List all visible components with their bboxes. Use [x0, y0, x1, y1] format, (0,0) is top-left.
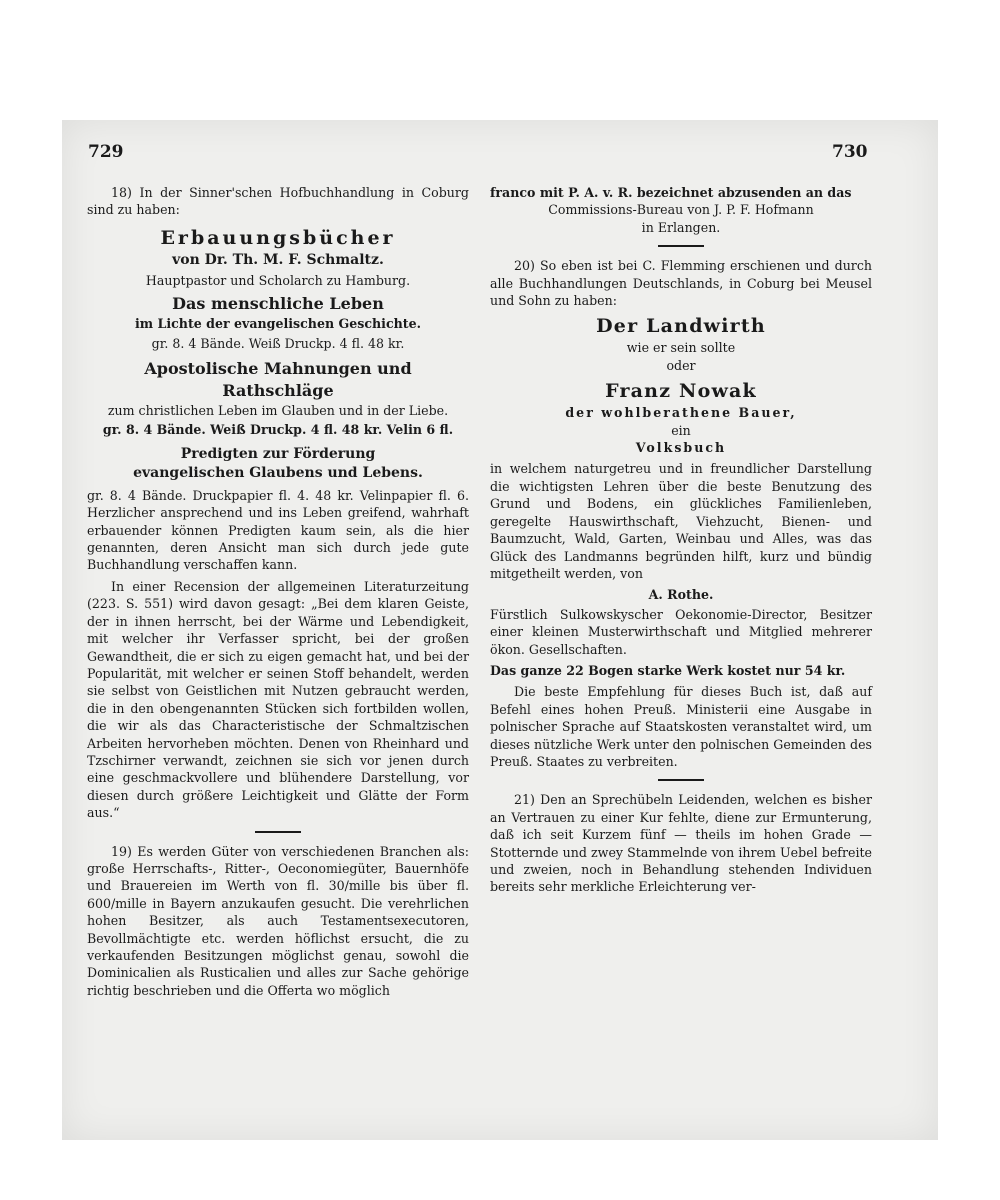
right-column [490, 184, 872, 896]
ad19-body: 19) Es werden Güter von verschiedenen Branchen als: große Herrschafts-, Ritter-, Oeconomiegüter, Bauernhöfe und Brauereien im Werth von fl. 30/mille bis über fl. 600/mille in Bayern anzukaufen gesucht. Die verehrlichen hohen Besitzer, als auch Testamentsexecutoren, Bevollmächtigte etc. werden höflichst ersucht, die zu verkaufenden Besitzungen möglichst genau, sowohl die Dominicalien als Rusticalien und alles zur Sache gehörige richtig beschrieben und die Offerta wo möglich [87, 843, 469, 998]
ad20-title-name: Franz Nowak [605, 380, 757, 403]
ad19-city: in Erlangen. [641, 219, 721, 235]
book2-price: gr. 8. 4 Bände. Weiß Druckp. 4 fl. 48 kr. Velin 6 fl. [102, 422, 454, 438]
ad20-price: Das ganze 22 Bogen starke Werk kostet nur 54 kr. [490, 662, 846, 678]
book2-title: Apostolische Mahnungen und Rathschläge [144, 359, 412, 401]
book3-title: Predigten zur Förderung [180, 445, 376, 462]
ad18-author-role: Hauptpastor und Scholarch zu Hamburg. [145, 272, 411, 288]
ad19-bureau: Commissions-Bureau von J. P. F. Hofmann [548, 202, 814, 218]
book2-subtitle: zum christlichen Leben im Glauben und in der Liebe. [107, 403, 449, 419]
ad20-recommendation: Die beste Empfehlung für dieses Buch ist, daß auf Befehl eines hohen Preuß. Ministerii eine Ausgabe in polnischer Sprache auf Staatskosten veranstaltet wird, um dieses nützliche Werk unter den polnischen Gemeinden des Preuß. Staates zu verbreiten. [490, 684, 872, 769]
book3-description: gr. 8. 4 Bände. Druckpapier fl. 4. 48 kr. Velinpapier fl. 6. Herzlicher ansprechend und ins Leben greifend, wahrhaft erbauender können Predigten kaum sein, als die hier genannten, deren Ansicht man sich durch jede gute Buchhandlung verschaffen kann. [87, 487, 469, 573]
separator-rule [658, 779, 704, 781]
book1-subtitle: im Lichte der evangelischen Geschichte. [134, 316, 422, 332]
ad21-body: 21) Den an Sprechübeln Leidenden, welchen es bisher an Vertrauen zu einer Kur fehlte, diene zur Ermunterung, daß ich seit Kurzem fünf — theils im hohen Grade — Stotternde und zwey Stammelnde von ihrem Uebel befreite und zweien, noch in Behandlung stehenden Individuen bereits sehr merkliche Erleichterung ver- [490, 792, 872, 895]
book1-title: Das menschliche Leben [172, 294, 384, 314]
ad18-intro: 18) In der Sinner'schen Hofbuchhandlung in Coburg sind zu haben: [87, 185, 469, 218]
ad20-title-line6: ein [671, 422, 691, 438]
book3-subtitle: evangelischen Glaubens und Lebens. [133, 464, 423, 481]
ad20-description: in welchem naturgetreu und in freundlicher Darstellung die wichtigsten Lehren über die beste Benutzung des Grund und Bodens, ein glückliches Familienleben, geregelte Hauswirthschaft, Viehzucht, Bienen- und Baumzucht, Wald, Garten, Weinbau und Alles, was das Glück des Landmanns begründen hilft, kurz und bündig mitgetheilt werden, von [490, 461, 872, 581]
page-number-right: 730 [832, 142, 868, 162]
book1-price: gr. 8. 4 Bände. Weiß Druckp. 4 fl. 48 kr. [151, 335, 405, 351]
ad20-title-line2: wie er sein sollte [626, 340, 736, 356]
left-column [87, 184, 469, 999]
ad20-title-line7: Volksbuch [635, 440, 727, 456]
ad20-title-line3: oder [666, 357, 696, 373]
ad20-author-role: Fürstlich Sulkowskyscher Oekonomie-Director, Besitzer einer kleinen Musterwirthschaft und Mitglied mehrerer ökon. Gesellschaften. [490, 606, 872, 657]
ad20-title-line5: der wohlberathene Bauer, [565, 405, 797, 421]
ad20-author: A. Rothe. [648, 587, 714, 603]
page-number-left: 729 [88, 142, 124, 162]
separator-rule [658, 245, 704, 247]
ad19-continuation: franco mit P. A. v. R. bezeichnet abzusenden an das [490, 185, 852, 200]
ad20-title: Der Landwirth [596, 315, 766, 338]
ad18-heading: Erbauungsbücher [160, 226, 396, 249]
ad18-review: In einer Recension der allgemeinen Literaturzeitung (223. S. 551) wird davon gesagt: „Bei dem klaren Geiste, der in ihnen herrscht, bei der Wärme und Lebendigkeit, mit welcher ihr Verfasser spricht, bei der großen Gewandtheit, die er sich zu eigen gemacht hat, und bei der Popularität, mit welcher er seinen Stoff behandelt, werden sie selbst von Geistlichen mit Nutzen gebraucht werden, die in den obengenannten Stücken sich fortbilden wollen, die wir als das Characteristische der Schmaltzischen Arbeiten hervorheben möchten. Denen von Rheinhard und Tzschirner verwandt, zeichnen sie sich vor jenen durch eine geschmackvollere und blühendere Darstellung, vor diesen durch größere Leichtigkeit und Glätte der Form aus.“ [87, 578, 469, 821]
ad20-intro: 20) So eben ist bei C. Flemming erschienen und durch alle Buchhandlungen Deutschlands, in Coburg bei Meusel und Sohn zu haben: [490, 258, 872, 309]
separator-rule [255, 831, 301, 833]
ad18-author: von Dr. Th. M. F. Schmaltz. [172, 251, 384, 268]
